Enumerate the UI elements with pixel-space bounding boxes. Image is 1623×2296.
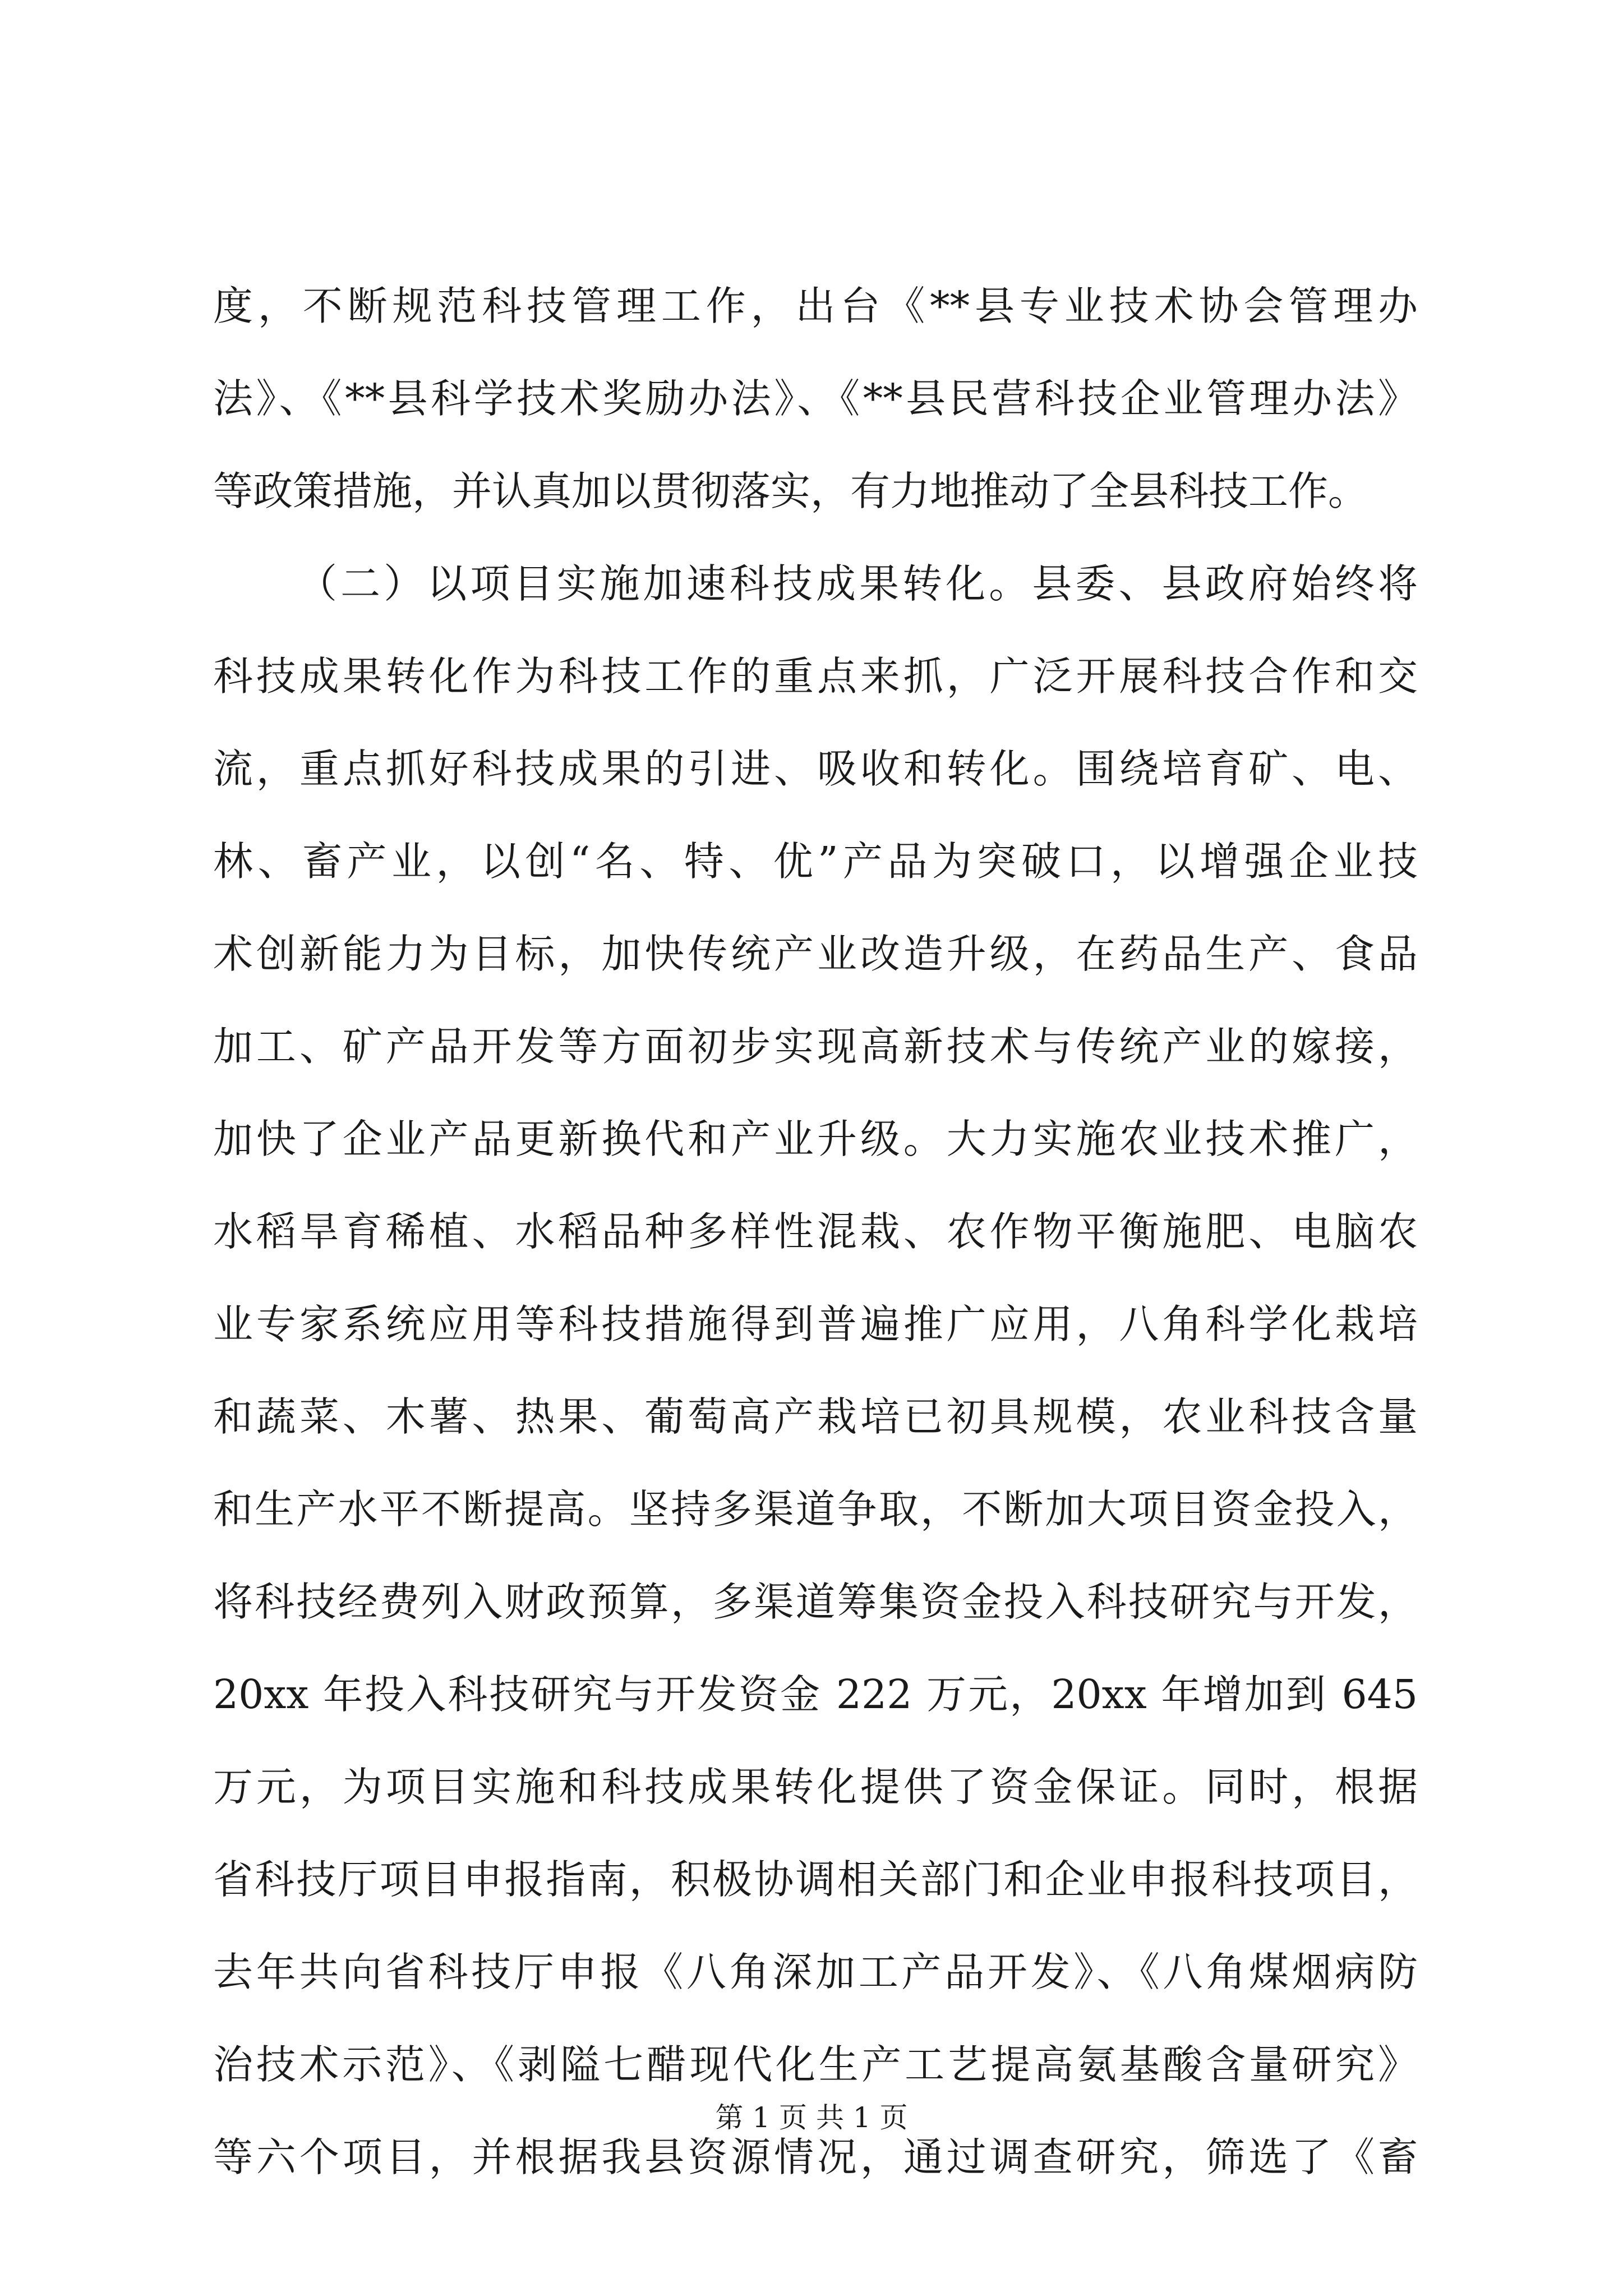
text-line: 术创新能力为目标，加快传统产业改造升级，在药品生产、食品 [213, 931, 1418, 977]
text-line: 业专家系统应用等科技措施得到普遍推广应用，八角科学化栽培 [213, 1301, 1418, 1347]
text-line: 去年共向省科技厅申报《八角深加工产品开发》、《八角煤烟病防 [213, 1949, 1418, 1995]
text-line: 科技成果转化作为科技工作的重点来抓，广泛开展科技合作和交 [213, 653, 1418, 700]
text-line: 加工、矿产品开发等方面初步实现高新技术与传统产业的嫁接， [213, 1023, 1418, 1070]
body-text [213, 260, 1418, 2203]
text-line: 等六个项目，并根据我县资源情况，通过调查研究，筛选了《畜 [213, 2134, 1418, 2180]
text-line: 20xx 年投入科技研究与开发资金 222 万元，20xx 年增加到 645 [213, 1671, 1418, 1718]
text-line: 林、畜产业，以创“名、特、优”产品为突破口，以增强企业技 [213, 838, 1418, 885]
text-line: 等政策措施，并认真加以贯彻落实，有力地推动了全县科技工作。 [213, 468, 1368, 514]
text-line: 和蔬菜、木薯、热果、葡萄高产栽培已初具规模，农业科技含量 [213, 1393, 1418, 1440]
page-footer: 第 1 页 共 1 页 [715, 2101, 908, 2134]
text-line: 和生产水平不断提高。坚持多渠道争取，不断加大项目资金投入， [213, 1486, 1418, 1533]
text-line: 度，不断规范科技管理工作，出台《**县专业技术协会管理办 [213, 283, 1418, 329]
text-line: 治技术示范》、《剥隘七醋现代化生产工艺提高氨基酸含量研究》 [213, 2041, 1418, 2088]
text-line: 省科技厅项目申报指南，积极协调相关部门和企业申报科技项目， [213, 1856, 1418, 1903]
text-line: 万元，为项目实施和科技成果转化提供了资金保证。同时，根据 [213, 1764, 1418, 1810]
text-line: （二）以项目实施加速科技成果转化。县委、县政府始终将 [297, 560, 1418, 607]
text-line: 将科技经费列入财政预算，多渠道筹集资金投入科技研究与开发， [213, 1579, 1418, 1625]
text-line: 水稻旱育稀植、水稻品种多样性混栽、农作物平衡施肥、电脑农 [213, 1208, 1418, 1255]
text-line: 加快了企业产品更新换代和产业升级。大力实施农业技术推广， [213, 1116, 1418, 1162]
text-line: 法》、《**县科学技术奖励办法》、《**县民营科技企业管理办法》 [213, 375, 1418, 422]
text-line: 流，重点抓好科技成果的引进、吸收和转化。围绕培育矿、电、 [213, 746, 1418, 792]
